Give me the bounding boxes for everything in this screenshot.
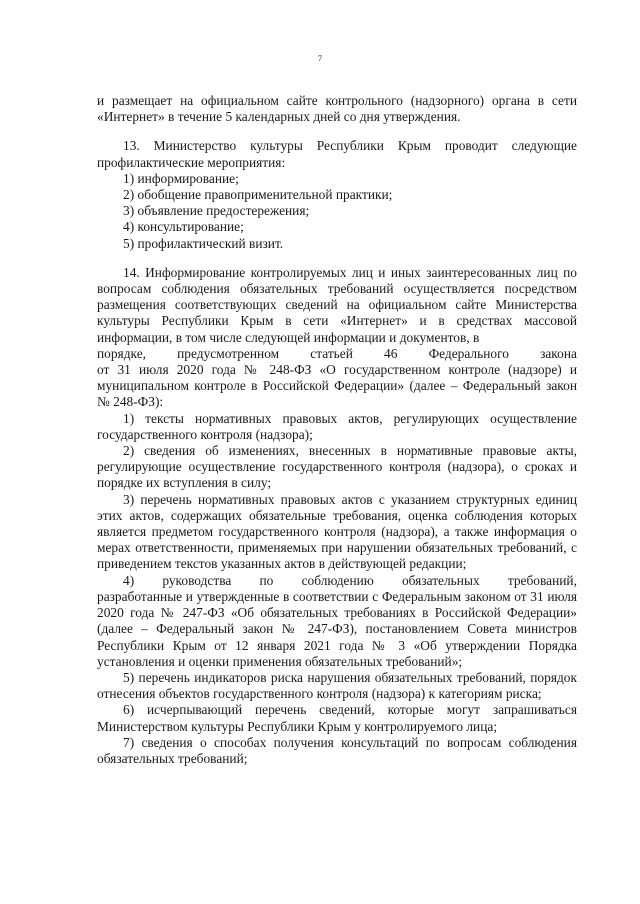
- spaced-word: предусмотренном: [177, 345, 280, 361]
- spaced-word: по: [259, 572, 274, 588]
- list-item: 4) консультирование;: [123, 219, 244, 235]
- list-item: 2) обобщение правоприменительной практики;: [123, 187, 393, 203]
- section-13-list: [97, 171, 577, 252]
- section-14-item-6: 6) исчерпывающий перечень сведений, которые могут запрашиваться Министерством культуры Республики Крым у контролируемого лица;: [97, 702, 577, 734]
- list-item: 1) информирование;: [123, 170, 239, 186]
- spaced-word: Федерального: [428, 345, 509, 361]
- paragraph-gap: [97, 252, 577, 265]
- section-14-item-5: 5) перечень индикаторов риска нарушения обязательных требований, порядок отнесения объектов государственного контроля (надзора) к категориям риска;: [97, 669, 577, 702]
- section-14-item-7: 7) сведения о способах получения консультаций по вопросам соблюдения обязательных требований;: [97, 734, 577, 766]
- section-14-item-1: 1) тексты нормативных правовых актов, регулирующих осуществление государственного контроля (надзора);: [97, 410, 577, 442]
- spaced-word: требований,: [507, 572, 577, 588]
- spaced-word: статьей: [310, 345, 353, 361]
- opening-paragraph: и размещает на официальном сайте контрольного (надзорного) органа в сети «Интернет» в течение 5 календарных дней со дня утверждения.: [97, 93, 577, 125]
- section-14-item-3: 3) перечень нормативных правовых актов с указанием структурных единиц этих актов, содержащих обязательные требования, оценка соблюдения которых является предметом государственного контроля (надзора), а также информация о мерах ответственности, применяемых при нарушении обязательных требований, с приведением текстов указанных актов в действующей редакции;: [97, 491, 577, 572]
- spaced-word: 46: [384, 345, 398, 361]
- list-item: 3) объявление предостережения;: [123, 203, 310, 219]
- section-14-spaced-line: [97, 346, 577, 362]
- section-13-intro: 13. Министерство культуры Республики Крым проводит следующие профилактические мероприятия:: [97, 138, 577, 170]
- list-item: 5) профилактический визит.: [123, 235, 284, 251]
- section-14-intro-part1: 14. Информирование контролируемых лиц и иных заинтересованных лиц по вопросам соблюдения обязательных требований осуществляется посредством размещения соответствующих сведений на официальном сайте Министерства культуры Республики Крым в сети «Интернет» и в средствах массовой информации, в том числе следующей информации и документов, в: [97, 264, 577, 345]
- paragraph-gap: [97, 125, 577, 138]
- spaced-word: закона: [540, 345, 577, 361]
- section-14-item-4-first-line: [97, 573, 577, 589]
- section-14-item-4-rest: разработанные и утвержденные в соответствии с Федеральным законом от 31 июля 2020 года № 247-ФЗ «Об обязательных требованиях в Российской Федерации» (далее – Федеральный закон № 247-ФЗ), постановлением Совета министров Республики Крым от 12 января 2021 года № 3 «Об утверждении Порядка установления и оценки применения обязательных требований»;: [97, 588, 577, 669]
- spaced-word: руководства: [162, 572, 232, 588]
- spaced-word: обязательных: [401, 572, 480, 588]
- section-14-item-2: 2) сведения об изменениях, внесенных в нормативные правовые акты, регулирующие осуществление государственного контроля (надзора), о сроках и порядке их вступления в силу;: [97, 443, 577, 491]
- spaced-word: соблюдению: [301, 572, 374, 588]
- page-number: 7: [318, 54, 322, 63]
- spaced-word: 4): [123, 572, 135, 588]
- spaced-word: порядке,: [97, 345, 146, 361]
- section-14-intro-part2: от 31 июля 2020 года № 248-ФЗ «О государственном контроле (надзоре) и муниципальном контроле в Российской Федерации» (далее – Федеральный закон № 248-ФЗ):: [97, 362, 577, 410]
- document-body: [97, 93, 577, 767]
